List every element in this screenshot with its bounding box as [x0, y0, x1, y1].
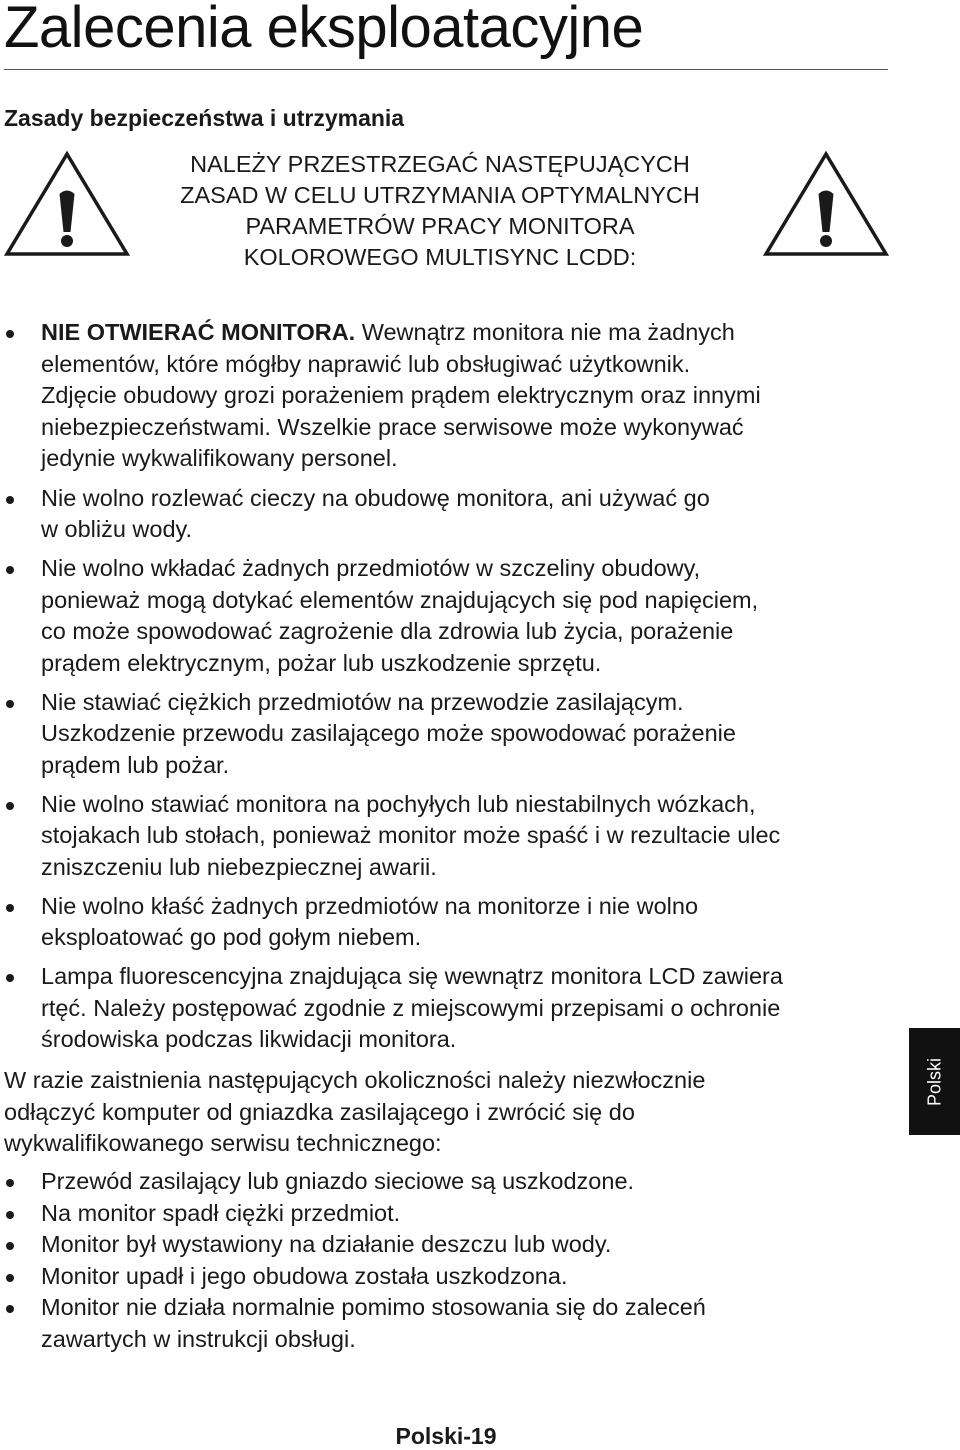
disconnect-paragraph — [4, 1065, 884, 1160]
warning-text — [140, 149, 740, 273]
page-title: Zalecenia eksploatacyjne — [4, 0, 644, 60]
item-line: Monitor był wystawiony na działanie deszczu lub wody. — [41, 1231, 612, 1257]
warning-line: PARAMETRÓW PRACY MONITORA — [245, 213, 635, 239]
item-line: eksploatować go pod gołym niebem. — [41, 924, 422, 950]
list-item — [0, 1198, 900, 1230]
item-line — [41, 317, 900, 349]
list-item — [0, 1229, 900, 1261]
item-line: prądem elektrycznym, pożar lub uszkodzenie sprzętu. — [41, 649, 602, 676]
item-line: środowiska podczas likwidacji monitora. — [41, 1026, 457, 1052]
paragraph-line: odłączyć komputer od gniazdka zasilającego i zwrócić się do — [4, 1098, 635, 1125]
warning-line: KOLOROWEGO MULTISYNC LCDD: — [243, 244, 637, 270]
item-line: Zdjęcie obudowy grozi porażeniem prądem elektrycznym oraz innymi — [41, 382, 761, 408]
paragraph-line: W razie zaistnienia następujących okoliczności należy niezwłocznie — [4, 1067, 706, 1093]
list-item — [0, 483, 900, 546]
item-line: jedynie wykwalifikowany personel. — [41, 445, 398, 471]
item-line: Nie wolno rozlewać cieczy na obudowę monitora, ani używać go — [41, 484, 710, 511]
list-item — [0, 553, 900, 679]
language-tab-label: Polski — [924, 1057, 944, 1106]
item-line: prądem lub pożar. — [41, 751, 230, 778]
item-line: zniszczeniu lub niebezpiecznej awarii. — [41, 853, 437, 880]
item-line: Nie stawiać ciężkich przedmiotów na przewodzie zasilającym. — [41, 688, 684, 715]
item-text: Wewnątrz monitora nie ma żadnych — [355, 319, 735, 345]
item-line: Lampa fluorescencyjna znajdująca się wewnątrz monitora LCD zawiera — [41, 963, 783, 989]
list-item — [0, 687, 900, 782]
paragraph-line: wykwalifikowanego serwisu technicznego: — [4, 1130, 442, 1156]
item-line: Monitor upadł i jego obudowa została uszkodzona. — [41, 1262, 568, 1289]
page-number: Polski-19 — [395, 1423, 497, 1449]
item-line: Monitor nie działa normalnie pomimo stosowania się do zaleceń — [41, 1294, 706, 1320]
item-line: rtęć. Należy postępować zgodnie z miejscowymi przepisami o ochronie — [41, 994, 781, 1021]
item-line: co może spowodować zagrożenie dla zdrowia lub życia, porażenie — [41, 618, 734, 644]
warning-line: ZASAD W CELU UTRZYMANIA OPTYMALNYCH — [180, 182, 700, 208]
warning-triangle-icon — [762, 150, 890, 258]
safety-list — [0, 317, 900, 1056]
warning-triangle-icon — [3, 150, 131, 258]
item-line: niebezpieczeństwami. Wszelkie prace serwisowe może wykonywać — [41, 413, 744, 440]
item-lead: NIE OTWIERAĆ MONITORA. — [41, 319, 356, 345]
item-line: zawartych w instrukcji obsługi. — [41, 1325, 356, 1352]
warning-line: NALEŻY PRZESTRZEGAĆ NASTĘPUJĄCYCH — [190, 151, 690, 177]
item-line: Nie wolno wkładać żadnych przedmiotów w szczeliny obudowy, — [41, 555, 701, 581]
item-line: Uszkodzenie przewodu zasilającego może spowodować porażenie — [41, 720, 736, 746]
section-heading: Zasady bezpieczeństwa i utrzymania — [4, 105, 405, 131]
item-line: Na monitor spadł ciężki przedmiot. — [41, 1199, 401, 1226]
list-item — [0, 1166, 900, 1198]
item-line: Przewód zasilający lub gniazdo sieciowe są uszkodzone. — [41, 1168, 635, 1194]
list-item — [0, 961, 900, 1056]
list-item — [0, 1261, 900, 1293]
item-line: stojakach lub stołach, ponieważ monitor może spaść i w rezultacie ulec — [41, 822, 781, 848]
list-item — [0, 891, 900, 954]
item-line: Nie wolno kłaść żadnych przedmiotów na monitorze i nie wolno — [41, 892, 699, 919]
conditions-list — [0, 1166, 900, 1355]
list-item — [0, 317, 900, 475]
list-item — [0, 1292, 900, 1355]
list-item — [0, 789, 900, 884]
item-line: Nie wolno stawiać monitora na pochyłych lub niestabilnych wózkach, — [41, 790, 756, 817]
title-rule — [4, 69, 888, 70]
item-line: elementów, które mógłby naprawić lub obsługiwać użytkownik. — [41, 350, 691, 377]
item-line: w obliżu wody. — [41, 516, 193, 542]
language-tab — [909, 1028, 960, 1135]
item-line: ponieważ mogą dotykać elementów znajdujących się pod napięciem, — [41, 586, 759, 613]
